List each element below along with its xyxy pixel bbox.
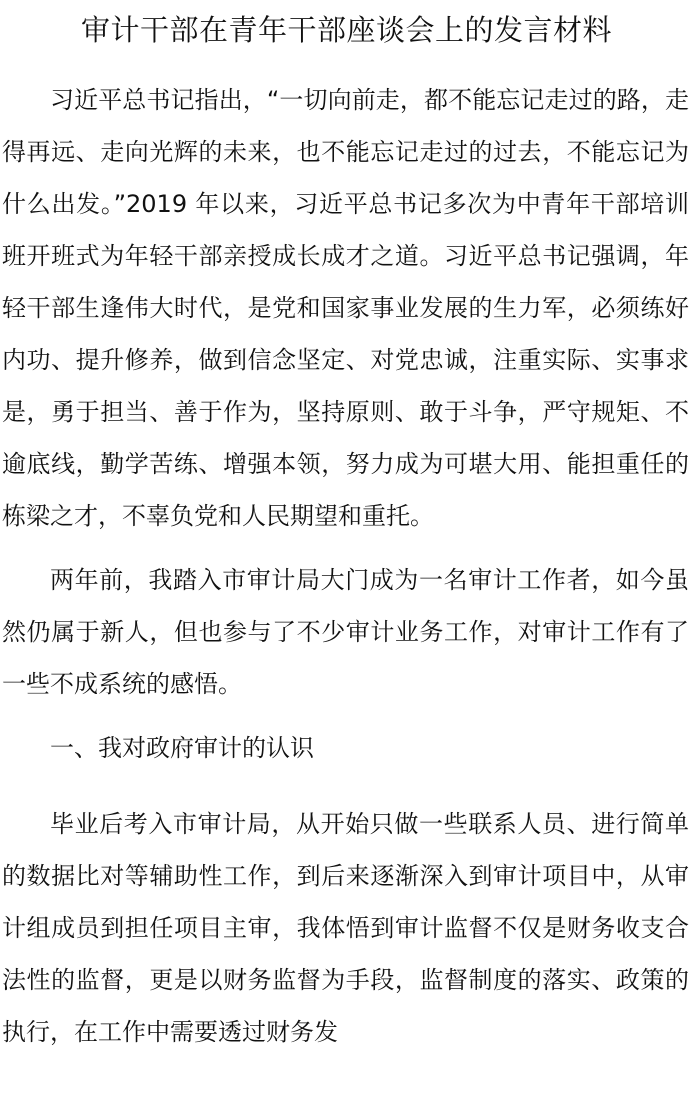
section-heading: 一、我对政府审计的认识 [50,734,314,762]
paragraph-3: 毕业后考入市审计局，从开始只做一些联系人员、进行简单的数据比对等辅助性工作，到后来逐渐深入到审计项目中，从审计组成员到担任项目主审，我体悟到审计监督不仅是财务收支合法性的监督，更是以财务监督为手段，监督制度的落实、政策的执行，在工作中需要透过财务发 [2,810,689,1046]
paragraph-1: 习近平总书记指出，“一切向前走，都不能忘记走过的路，走得再远、走向光辉的未来，也不能忘记走过的过去，不能忘记为什么出发。”2019 年以来，习近平总书记多次为中青年干部培训班开班式为年轻干部亲授成长成才之道。习近平总书记强调，年轻干部生逢伟大时代，是党和国家事业发展的生力军，必须练好内功、提升修养，做到信念坚定、对党忠诚，注重实际、实事求是，勇于担当、善于作为，坚持原则、敢于斗争，严守规矩、不逾底线，勤学苦练、增强本领，努力成为可堪大用、能担重任的栋梁之才，不辜负党和人民期望和重托。 [2,86,689,530]
document-body [0,74,693,1058]
paragraph-2: 两年前，我踏入市审计局大门成为一名审计工作者，如今虽然仍属于新人，但也参与了不少审计业务工作，对审计工作有了一些不成系统的感悟。 [2,566,689,698]
document-title: 审计干部在青年干部座谈会上的发言材料 [80,13,612,47]
